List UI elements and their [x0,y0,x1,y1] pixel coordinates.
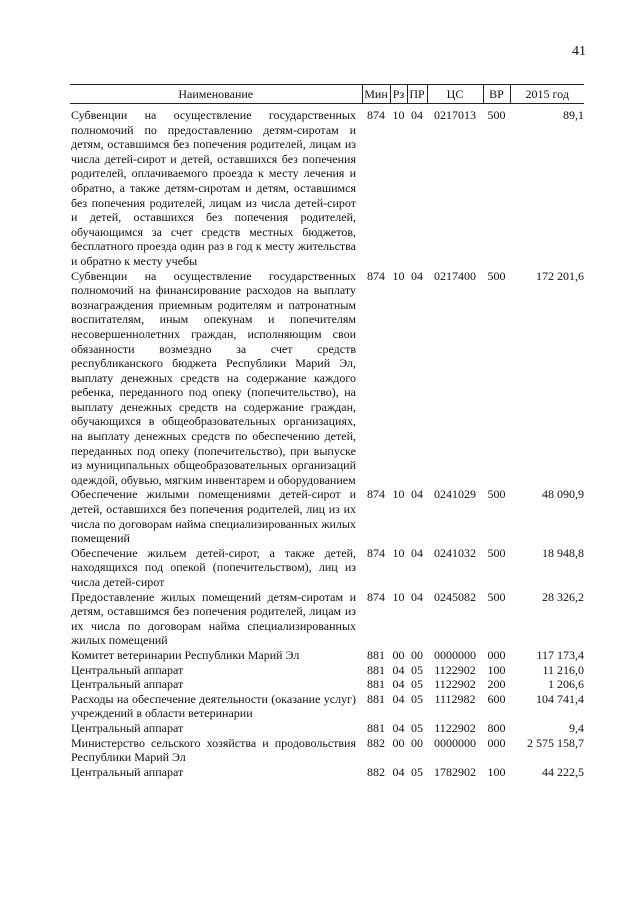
table-row [70,590,584,648]
row-cs-cell: 1122902 [434,720,476,735]
row-amount-cell: 104 741,4 [536,691,584,706]
column-header-vr: ВР [483,85,510,104]
row-pr-cell: 04 [411,487,423,502]
row-vr-cell: 500 [487,589,506,604]
row-amount-cell: 2 575 158,7 [527,735,584,750]
row-name-cell: Субвенции на осуществление государственных полномочий на финансирование расходов на выплату вознаграждения приемным родителям и патронатным воспитателям, иным опекунам и попечителям несовершеннолетних граждан, исполняющим свои обязанности возмездно за счет средств республиканского бюджета Республики Марий Эл, выплату денежных средств на содержание каждого ребенка, переданного под опеку (попечительство), на выплату денежных средств на содержание граждан, обучающихся в общеобразовательных организациях, на выплату денежных средств по обеспечению детей, переданных под опеку (попечительство), при выпуске из муниципальных общеобразовательных организаций одеждой, обувью, мягким инвентарем и оборудованием [71,268,356,487]
row-name-cell: Центральный аппарат [71,720,184,735]
row-min-cell: 881 [367,647,385,662]
row-pr-cell: 05 [411,662,423,677]
row-pr-cell: 04 [411,268,423,283]
row-min-cell: 881 [367,662,385,677]
row-cs-cell: 0241032 [434,545,476,560]
table-row [70,721,584,736]
table-row [70,736,584,765]
row-name-cell: Комитет ветеринарии Республики Марий Эл [71,647,300,662]
row-cs-cell: 0000000 [434,647,476,662]
row-pr-cell: 05 [411,720,423,735]
table-row [70,692,584,721]
row-vr-cell: 800 [487,720,506,735]
row-cs-cell: 1112982 [434,691,476,706]
column-header-pr: ПР [407,85,427,104]
row-rz-cell: 10 [392,545,405,560]
table-row [70,765,584,780]
table-row [70,487,584,545]
table-row [70,648,584,663]
column-header-year-2015: 2015 год [510,85,584,104]
row-pr-cell: 00 [411,647,423,662]
row-amount-cell: 9,4 [569,720,584,735]
row-rz-cell: 04 [392,720,405,735]
row-name-cell: Расходы на обеспечение деятельности (оказание услуг) учреждений в области ветеринарии [71,691,356,721]
row-vr-cell: 500 [487,545,506,560]
row-amount-cell: 48 090,9 [542,487,584,502]
column-header-min: Мин [362,85,390,104]
row-pr-cell: 04 [411,589,423,604]
row-amount-cell: 28 326,2 [542,589,584,604]
row-pr-cell: 05 [411,764,423,779]
row-pr-cell: 04 [411,108,423,122]
row-cs-cell: 1122902 [434,662,476,677]
table-row [70,104,584,269]
row-rz-cell: 10 [392,268,405,283]
row-vr-cell: 100 [487,764,506,779]
row-rz-cell: 00 [392,735,405,750]
row-cs-cell: 1122902 [434,677,476,692]
row-amount-cell: 172 201,6 [536,268,584,283]
row-min-cell: 874 [367,108,385,122]
row-pr-cell: 00 [411,735,423,750]
row-rz-cell: 04 [392,677,405,692]
row-rz-cell: 00 [392,647,405,662]
row-rz-cell: 04 [392,691,405,706]
row-amount-cell: 117 173,4 [536,647,584,662]
row-name-cell: Субвенции на осуществление государственных полномочий по предоставлению детям-сиротам и детям, оставшимся без попечения родителей, лицам из числа детей-сирот и детей, оставшихся без попечения родителей, оплачиваемого проезда к месту лечения и обратно, а также детям-сиротам и детям, оставшимся без попечения родителей, лицам из числа детей-сирот и детей, оставшихся без попечения родителей, обучающимся за счет средств местных бюджетов, бесплатного проезда один раз в год к месту жительства и обратно к месту учебы [71,108,356,268]
row-vr-cell: 000 [487,647,506,662]
row-min-cell: 874 [367,268,385,283]
row-name-cell: Обеспечение жилыми помещениями детей-сирот и детей, оставшихся без попечения родителей, лиц из их числа по договорам найма специализированных жилых помещений [71,487,356,546]
row-min-cell: 874 [367,589,385,604]
row-name-cell: Обеспечение жильем детей-сирот, а также детей, находящихся под опекой (попечительством), лиц из числа детей-сирот [71,545,356,589]
row-vr-cell: 100 [487,662,506,677]
column-header-cs: ЦС [427,85,483,104]
row-vr-cell: 500 [487,268,506,283]
table-row [70,269,584,488]
row-amount-cell: 1 206,6 [548,677,584,692]
row-cs-cell: 1782902 [434,764,476,779]
row-rz-cell: 10 [392,589,405,604]
row-name-cell: Центральный аппарат [71,677,184,692]
row-cs-cell: 0245082 [434,589,476,604]
row-min-cell: 874 [367,487,385,502]
row-rz-cell: 10 [392,487,405,502]
row-name-cell: Центральный аппарат [71,662,184,677]
row-name-cell: Предоставление жилых помещений детям-сиротам и детям, оставшимся без попечения родителей, лицам из их числа по договорам найма специализированных жилых помещений [71,589,356,648]
row-rz-cell: 04 [392,662,405,677]
row-amount-cell: 11 216,0 [542,662,584,677]
row-min-cell: 882 [367,764,385,779]
row-min-cell: 882 [367,735,385,750]
row-amount-cell: 18 948,8 [542,545,584,560]
table-row [70,663,584,678]
column-header-name: Наименование [70,85,362,104]
row-pr-cell: 05 [411,691,423,706]
row-cs-cell: 0000000 [434,735,476,750]
page-number: 41 [572,44,586,59]
row-pr-cell: 05 [411,677,423,692]
row-name-cell: Министерство сельского хозяйства и продовольствия Республики Марий Эл [71,735,356,765]
row-vr-cell: 000 [487,735,506,750]
row-name-cell: Центральный аппарат [71,764,184,779]
table-header-row [70,85,584,104]
row-vr-cell: 500 [487,108,506,122]
row-min-cell: 881 [367,691,385,706]
budget-table [70,84,584,779]
row-rz-cell: 10 [392,108,405,122]
column-header-rz: Рз [390,85,407,104]
row-rz-cell: 04 [392,764,405,779]
row-amount-cell: 44 222,5 [542,764,584,779]
row-cs-cell: 0217400 [434,268,476,283]
row-amount-cell: 89,1 [563,108,584,122]
row-pr-cell: 04 [411,545,423,560]
row-min-cell: 881 [367,720,385,735]
row-min-cell: 874 [367,545,385,560]
row-cs-cell: 0241029 [434,487,476,502]
table-row [70,546,584,590]
row-vr-cell: 600 [487,691,506,706]
row-min-cell: 881 [367,677,385,692]
row-vr-cell: 200 [487,677,506,692]
row-cs-cell: 0217013 [434,108,476,122]
row-vr-cell: 500 [487,487,506,502]
table-row [70,677,584,692]
